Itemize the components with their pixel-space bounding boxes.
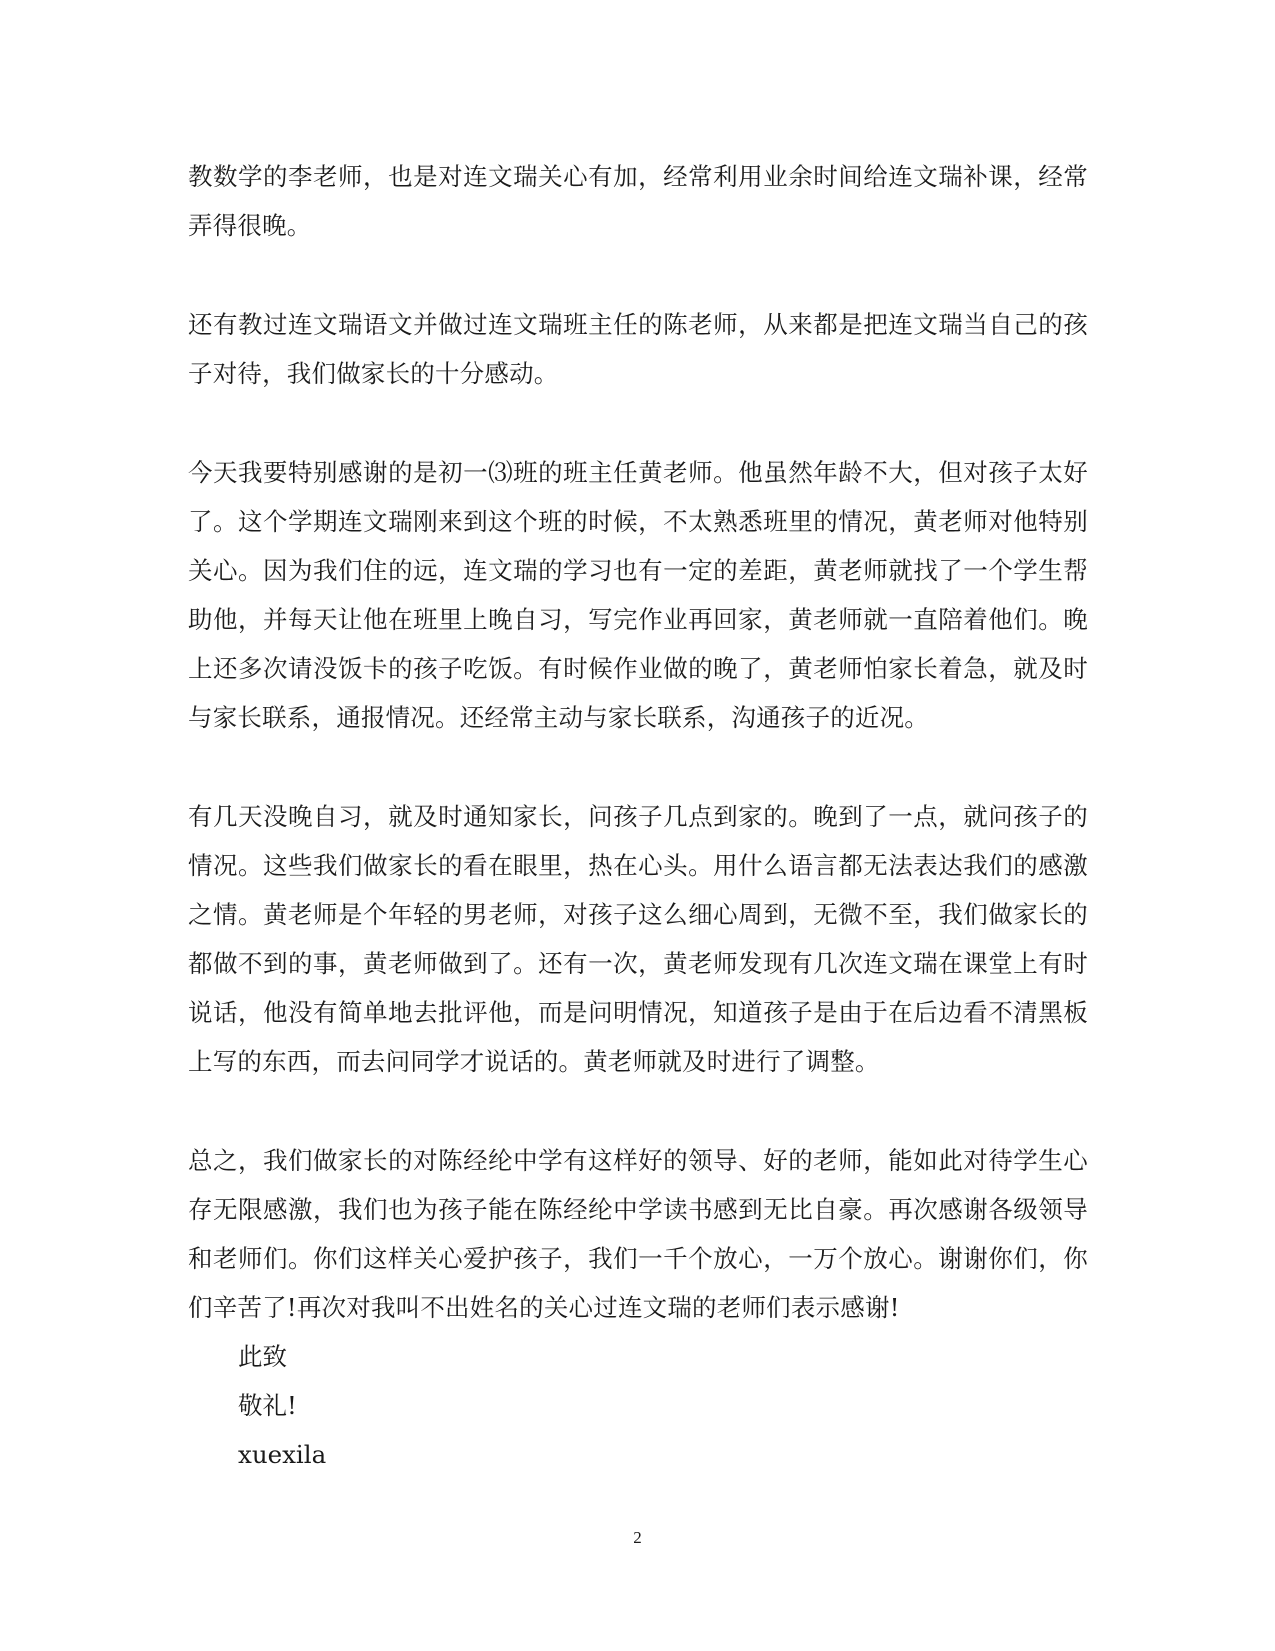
paragraph-gap <box>188 1086 1088 1136</box>
paragraph-evening-study: 有几天没晚自习，就及时通知家长，问孩子几点到家的。晚到了一点，就问孩子的情况。这些我们做家长的看在眼里，热在心头。用什么语言都无法表达我们的感激之情。黄老师是个年轻的男老师，对孩子这么细心周到，无微不至，我们做家长的都做不到的事，黄老师做到了。还有一次，黄老师发现有几次连文瑞在课堂上有时说话，他没有简单地去批评他，而是问明情况，知道孩子是由于在后边看不清黑板上写的东西，而去问同学才说话的。黄老师就及时进行了调整。 <box>188 802 1088 1076</box>
closing-regards: 敬礼! <box>238 1391 297 1420</box>
closing-salutation: 此致 <box>238 1342 287 1371</box>
paragraph-gap <box>188 250 1088 300</box>
page-number: 2 <box>633 1528 642 1547</box>
paragraph-chen-teacher: 还有教过连文瑞语文并做过连文瑞班主任的陈老师，从来都是把连文瑞当自己的孩子对待，我们做家长的十分感动。 <box>188 310 1088 388</box>
paragraph-math-teacher: 教数学的李老师，也是对连文瑞关心有加，经常利用业余时间给连文瑞补课，经常弄得很晚。 <box>188 162 1088 240</box>
paragraph-conclusion: 总之，我们做家长的对陈经纶中学有这样好的领导、好的老师，能如此对待学生心存无限感激，我们也为孩子能在陈经纶中学读书感到无比自豪。再次感谢各级领导和老师们。你们这样关心爱护孩子，我们一千个放心，一万个放心。谢谢你们，你们辛苦了!再次对我叫不出姓名的关心过连文瑞的老师们表示感谢! <box>188 1146 1088 1322</box>
letter-body <box>188 152 1088 1479</box>
paragraph-huang-teacher: 今天我要特别感谢的是初一⑶班的班主任黄老师。他虽然年龄不大，但对孩子太好了。这个学期连文瑞刚来到这个班的时候，不太熟悉班里的情况，黄老师对他特别关心。因为我们住的远，连文瑞的学习也有一定的差距，黄老师就找了一个学生帮助他，并每天让他在班里上晚自习，写完作业再回家，黄老师就一直陪着他们。晚上还多次请没饭卡的孩子吃饭。有时候作业做的晚了，黄老师怕家长着急，就及时与家长联系，通报情况。还经常主动与家长联系，沟通孩子的近况。 <box>188 458 1088 732</box>
paragraph-gap <box>188 742 1088 792</box>
signature: xuexila <box>238 1440 327 1469</box>
paragraph-gap <box>188 398 1088 448</box>
